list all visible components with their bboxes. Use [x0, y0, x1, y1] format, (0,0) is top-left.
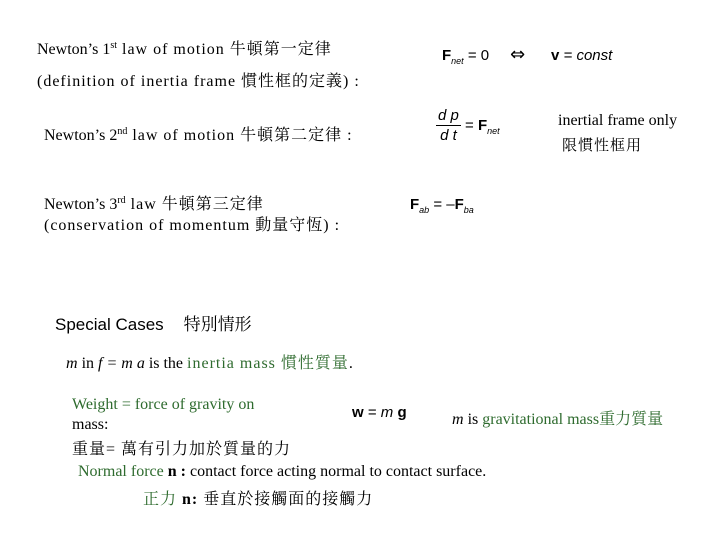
inertial-frame-note-cjk: 限慣性框用 [562, 138, 643, 154]
newton2-equation: $\frac{\text{d p}}{\text{d t}}$ = $F_{net}$ [438, 107, 500, 144]
newton2-label: Newton’s 2nd law of motion 牛頓第二定律 : [44, 126, 353, 144]
newton1-label: Newton’s 1st law of motion 牛頓第一定律 [37, 40, 332, 58]
newton1-velocity-equation: v = const [551, 47, 613, 64]
weight-definition-cjk: 重量= 萬有引力加於質量的力 [72, 441, 292, 458]
normal-force-definition: Normal force n : contact force acting normal to contact surface. [78, 463, 487, 480]
newton3-label: Newton’s 3rd law 牛頓第三定律 [44, 195, 264, 213]
newton3-conservation: (conservation of momentum 動量守恆) : [44, 217, 341, 234]
gravitational-mass-note: m is gravitational mass重力質量 [452, 411, 664, 428]
momentum-derivative: $\frac{\text{d p}}{\text{d t}}$ [438, 107, 459, 144]
normal-force-definition-cjk: 正力 n: 垂直於接觸面的接觸力 [143, 491, 374, 508]
weight-definition-line2: mass: [72, 416, 109, 433]
newton1-equation: $F_{net} = 0$ [442, 47, 490, 66]
newton1-definition: (definition of inertia frame 慣性框的定義) : [37, 73, 360, 90]
special-cases-heading: Special Cases 特別情形 [55, 315, 252, 334]
newton3-equation: $F_{ab} = -F_{ba}$ [410, 196, 474, 215]
weight-definition: Weight = force of gravity on [72, 396, 255, 413]
inertial-frame-note: inertial frame only [558, 112, 678, 129]
inertia-mass-line: m in f = m a is the inertia mass 慣性質量. [66, 355, 353, 372]
equivalence-arrow-icon: ⇔ [510, 44, 526, 65]
weight-equation: w = m g [352, 404, 407, 421]
